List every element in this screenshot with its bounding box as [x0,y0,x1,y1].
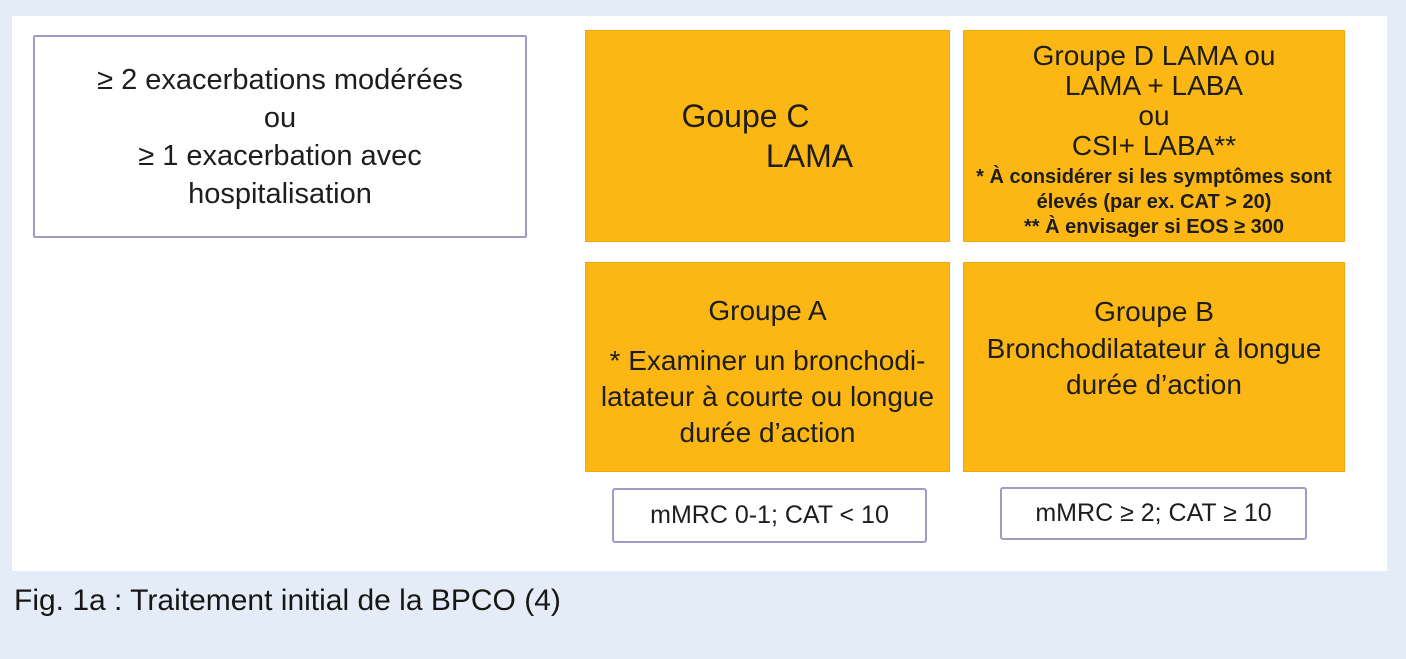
group-c-box [585,30,950,242]
criteria-label-b: mMRC ≥ 2; CAT ≥ 10 [1035,499,1272,527]
group-d-box [963,30,1345,242]
group-b-line: durée d’action [1066,369,1242,400]
criteria-label-a: mMRC 0-1; CAT < 10 [650,501,889,529]
group-c-title: Goupe C [681,98,810,134]
group-b-box [963,262,1345,472]
group-b-treatment [964,331,1344,403]
group-d-line: CSI+ LABA** [1071,130,1237,161]
group-b-line: Bronchodilatateur à longue [986,333,1322,364]
exacerbation-line: ≥ 2 exacerbations modérées [97,63,463,96]
exacerbation-line: ou [263,101,297,134]
exacerbation-line: ≥ 1 exacerbation avec [138,139,422,172]
group-a-box [585,262,950,472]
group-d-footnote: * À considérer si les symptômes sont [976,166,1332,188]
group-d-footnote: ** À envisager si EOS ≥ 300 [1024,216,1284,238]
group-d-line: Groupe D LAMA ou [1032,40,1276,71]
group-a-line: durée d’action [679,417,856,448]
group-d-footnotes [964,165,1344,240]
group-d-line: ou [1138,100,1170,131]
criteria-box-group-a [612,488,927,543]
criteria-box-group-b [1000,487,1307,540]
group-a-line: * Examiner un bronchodi- [609,345,926,376]
exacerbation-line: hospitalisation [188,177,372,210]
group-a-title: Groupe A [708,295,827,326]
group-d-footnote: élevés (par ex. CAT > 20) [1036,191,1272,213]
figure-caption: Fig. 1a : Traitement initial de la BPCO (4) [14,584,561,617]
group-a-line: latateur à courte ou longue [600,381,935,412]
group-c-treatment: LAMA [765,138,854,174]
exacerbation-criteria-box [33,35,527,238]
group-d-line: LAMA + LABA [1064,70,1244,101]
group-b-title: Groupe B [1094,296,1214,327]
group-a-treatment [586,343,949,451]
